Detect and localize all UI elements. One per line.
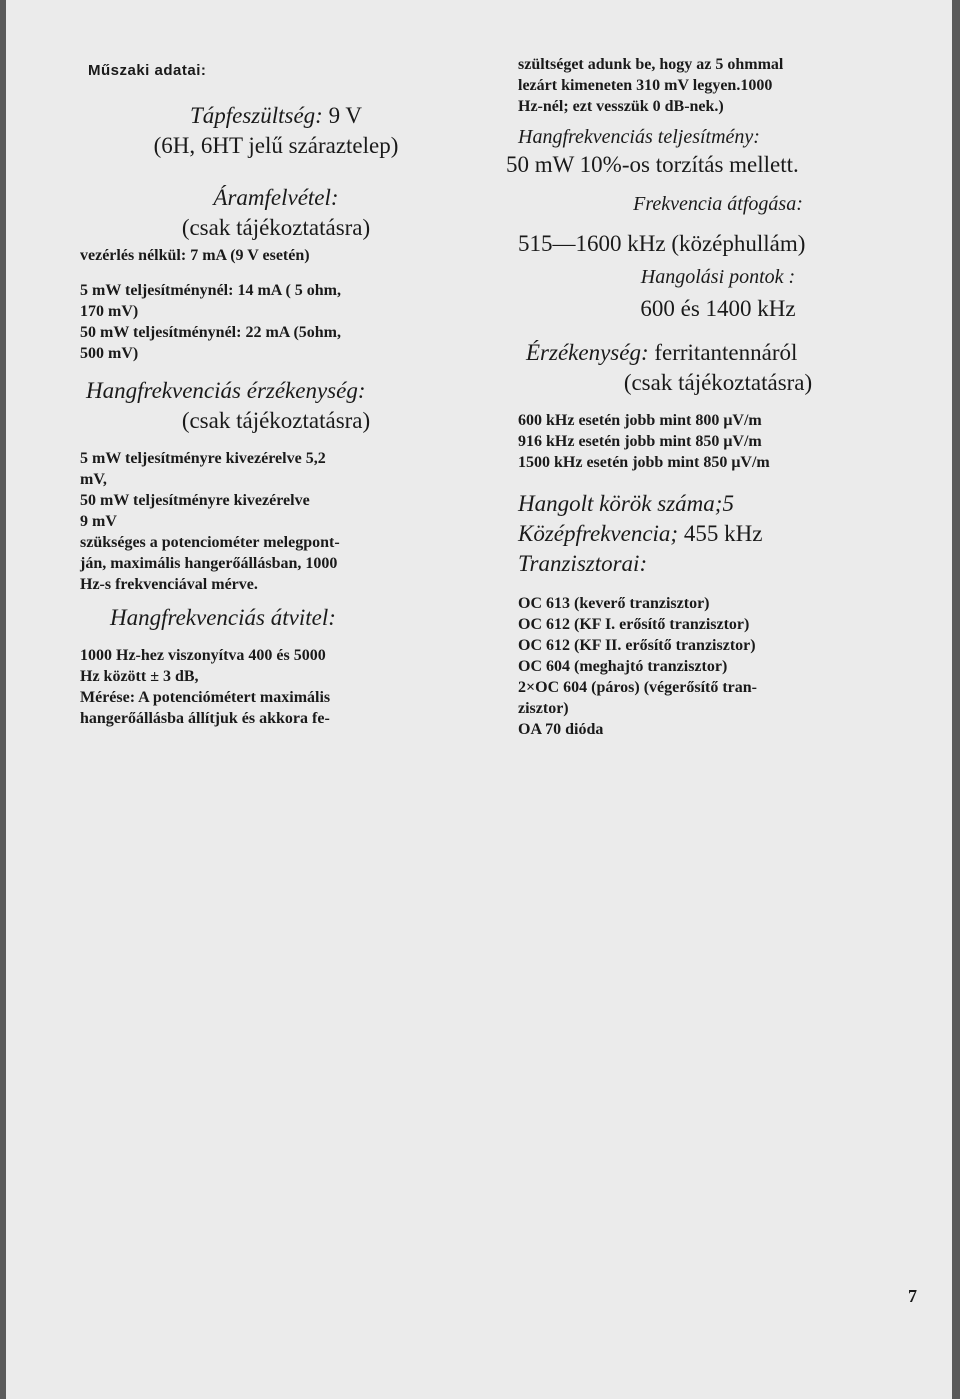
current-line: 50 mW teljesítménynél: 22 mA (5ohm,: [80, 324, 341, 341]
transistor-item: OC 604 (meghajtó tranzisztor): [518, 658, 728, 675]
sensitivity-line: mV,: [80, 471, 107, 488]
current-line: 5 mW teljesítménynél: 14 mA ( 5 ohm,: [80, 282, 341, 299]
right-column: [506, 54, 918, 740]
current-lines: [80, 245, 472, 364]
sensitivity-line: 50 mW teljesítményre kivezérelve: [80, 492, 310, 509]
supply-label: Tápfeszültség:: [189, 103, 323, 128]
tuned-circuits-label: Hangolt körök száma;: [518, 491, 723, 516]
transfer-line: Mérése: A potenciómétert maximális: [80, 689, 331, 706]
circuit-block: [518, 489, 918, 579]
sensitivity-line: Hz-s frekvenciával mérve.: [80, 576, 258, 593]
transfer-line: Hz között ± 3 dB,: [80, 668, 199, 685]
sensitivity-line: 600 kHz esetén jobb mint 800 μV/m: [518, 412, 762, 429]
tuned-circuits-value: 5: [722, 491, 734, 516]
sensitivity-value: ferritantennáról: [654, 340, 798, 365]
transistor-item: zisztor): [518, 700, 569, 717]
transfer-line: 1000 Hz-hez viszonyítva 400 és 5000: [80, 647, 326, 664]
continuation-lines: [518, 54, 918, 117]
continuation-line: lezárt kimeneten 310 mV legyen.1000: [518, 77, 773, 94]
transfer-line: hangerőállásba állítjuk és akkora fe-: [80, 710, 330, 727]
transfer-label: Hangfrekvenciás átvitel:: [110, 605, 336, 630]
supply-block: [80, 101, 472, 161]
supply-note: (6H, 6HT jelű száraztelep): [153, 133, 399, 158]
sensitivity-label: Érzékenység:: [526, 340, 649, 365]
transistors-label: Tranzisztorai:: [518, 551, 648, 576]
transistor-item: OC 612 (KF I. erősítő tranzisztor): [518, 616, 750, 633]
if-frequency-label: Középfrekvencia;: [518, 521, 679, 546]
transistor-list: [518, 593, 918, 740]
sensitivity-label: Hangfrekvenciás érzékenység:: [86, 378, 366, 403]
section-header: Műszaki adatai:: [88, 62, 207, 79]
sensitivity-note: (csak tájékoztatásra): [623, 370, 813, 395]
page-number: 7: [908, 1286, 917, 1306]
sensitivity-line: szükséges a potenciométer melegpont-: [80, 534, 340, 551]
sensitivity-lines: [80, 448, 472, 595]
tuning-points-label: Hangolási pontok :: [640, 266, 796, 288]
frequency-range-label: Frekvencia átfogása:: [633, 193, 803, 215]
current-block: [80, 183, 472, 243]
current-note: (csak tájékoztatásra): [181, 215, 371, 240]
supply-value: 9 V: [328, 103, 363, 128]
transistor-item: OC 612 (KF II. erősítő tranzisztor): [518, 637, 756, 654]
transistor-item: 2×OC 604 (páros) (végerősítő tran-: [518, 679, 757, 696]
sensitivity-block: [80, 376, 472, 436]
output-power-label: Hangfrekvenciás teljesítmény:: [518, 126, 760, 148]
document-page: [6, 0, 952, 1399]
continuation-line: szültséget adunk be, hogy az 5 ohmmal: [518, 56, 784, 73]
sensitivity-line: 5 mW teljesítményre kivezérelve 5,2: [80, 450, 326, 467]
current-line: 170 mV): [80, 303, 139, 320]
sensitivity-line: ján, maximális hangerőállásban, 1000: [80, 555, 338, 572]
left-column: [80, 62, 472, 729]
continuation-line: Hz-nél; ezt vesszük 0 dB-nek.): [518, 98, 724, 115]
transistor-item: OA 70 dióda: [518, 721, 604, 738]
frequency-range-value: 515—1600 kHz (középhullám): [518, 231, 806, 256]
output-power-value: 50 mW 10%-os torzítás mellett.: [506, 152, 799, 177]
current-line: 500 mV): [80, 345, 139, 362]
if-frequency-value: 455 kHz: [683, 521, 763, 546]
sensitivity-lines: [518, 410, 918, 473]
current-line: vezérlés nélkül: 7 mA (9 V esetén): [80, 247, 310, 264]
transistor-item: OC 613 (keverő tranzisztor): [518, 595, 710, 612]
tuning-points-value: 600 és 1400 kHz: [640, 296, 796, 321]
sensitivity-line: 916 kHz esetén jobb mint 850 μV/m: [518, 433, 762, 450]
sensitivity-line: 1500 kHz esetén jobb mint 850 μV/m: [518, 454, 770, 471]
transfer-lines: [80, 645, 472, 729]
current-label: Áramfelvétel:: [213, 185, 339, 210]
sensitivity-line: 9 mV: [80, 513, 117, 530]
sensitivity-note: (csak tájékoztatásra): [181, 408, 371, 433]
